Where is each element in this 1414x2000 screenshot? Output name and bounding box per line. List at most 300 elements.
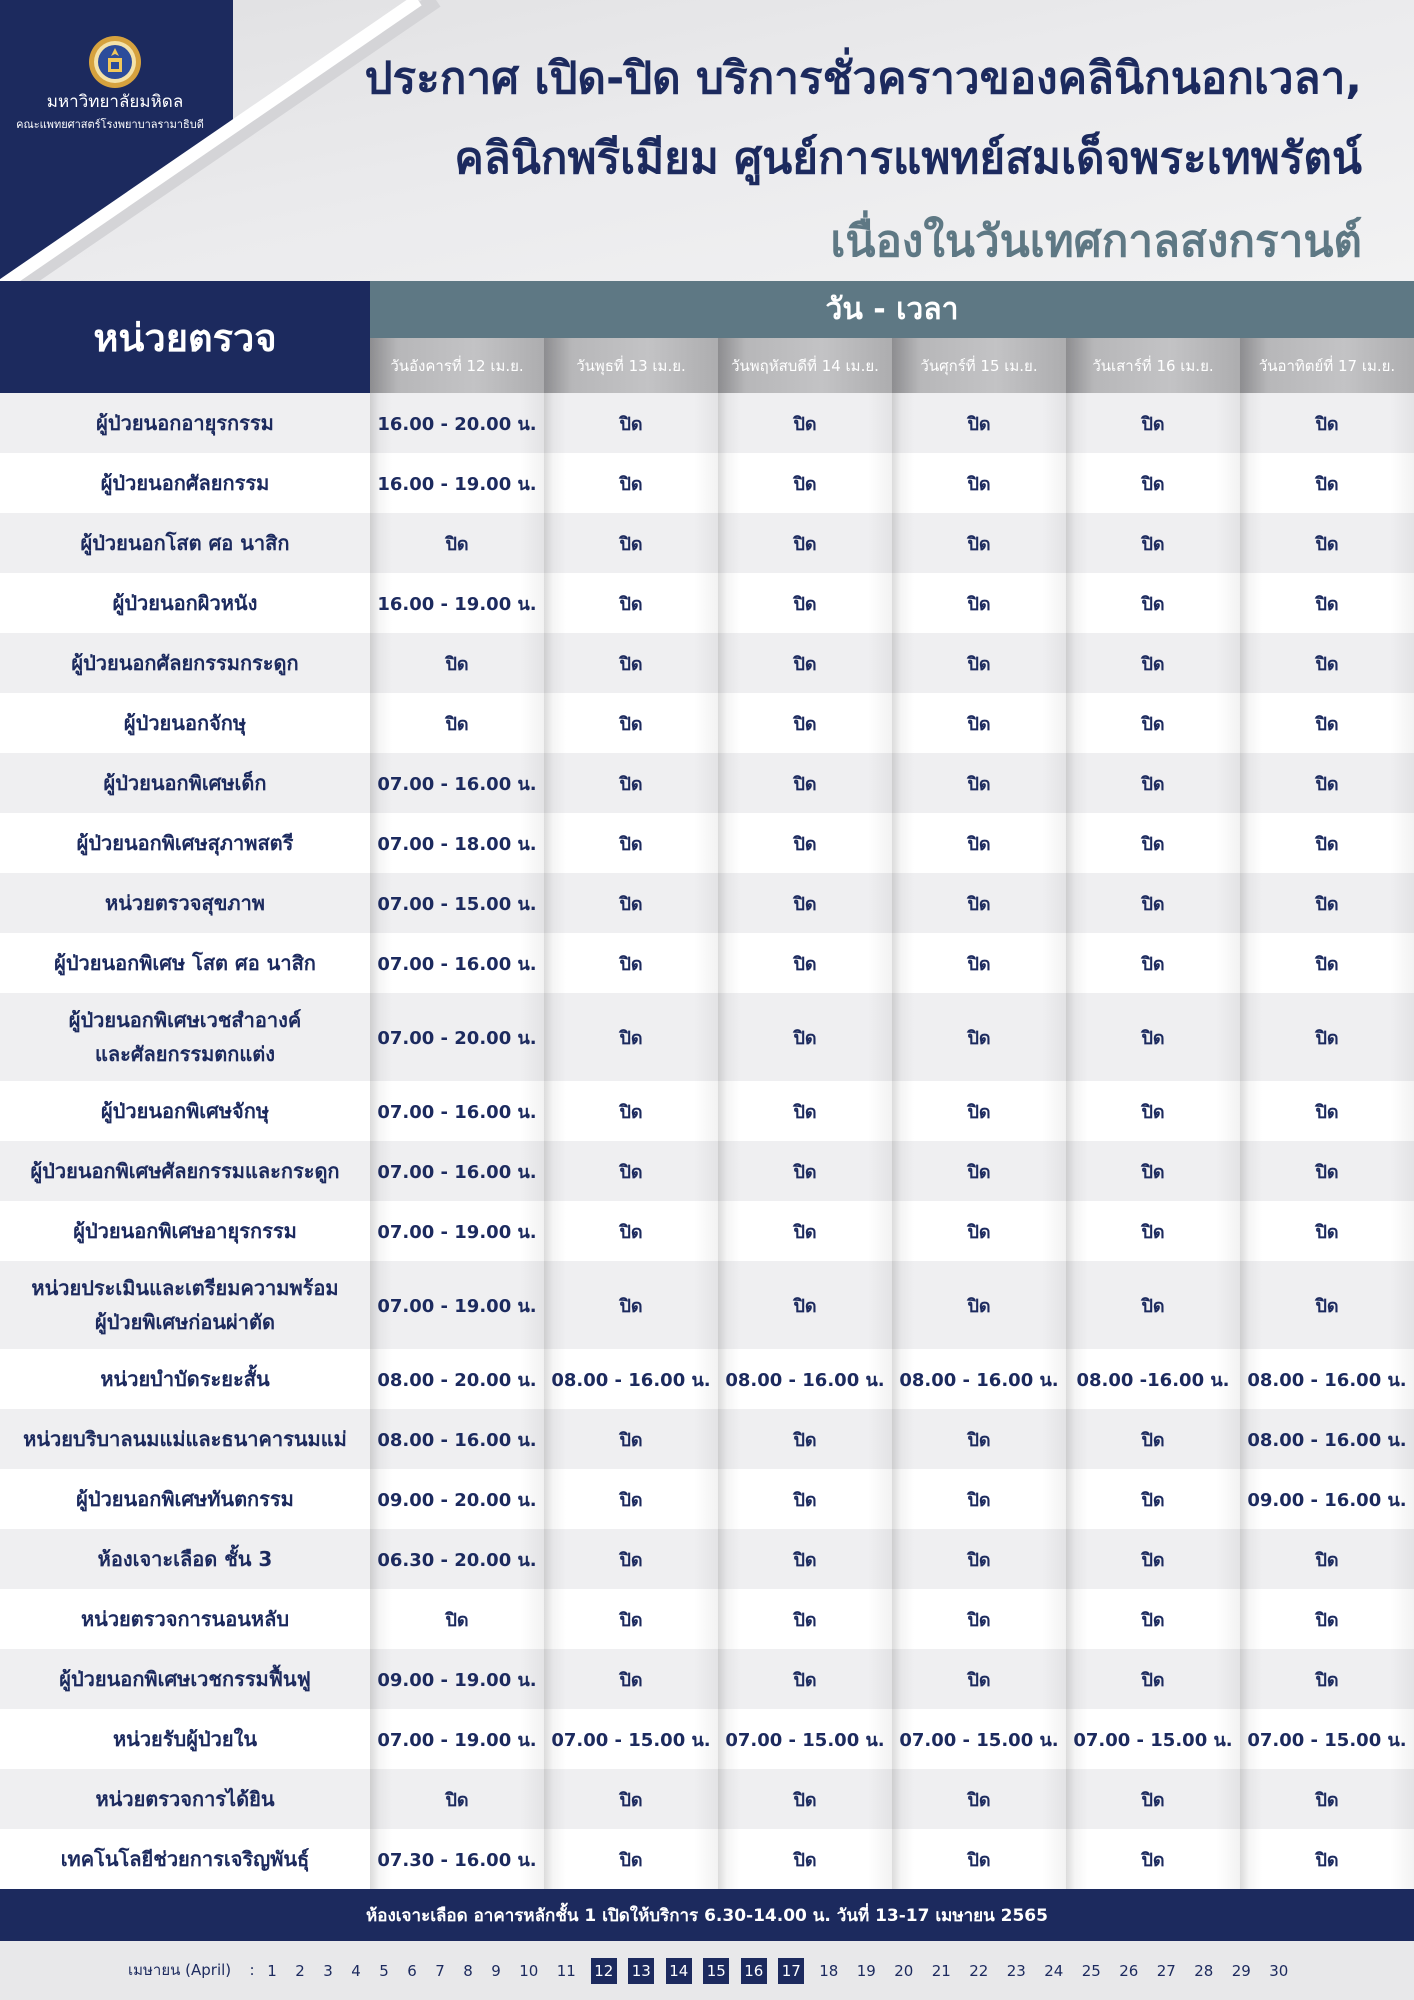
unit-name-text: ผู้ป่วยนอกพิเศษเด็ก <box>103 771 267 795</box>
service-hours-cell: ปิด <box>1066 393 1240 453</box>
service-hours-cell: 07.00 - 19.00 น. <box>370 1261 544 1349</box>
unit-name-text: ผู้ป่วยนอกจักษุ <box>123 711 247 735</box>
calendar-day-number: 20 <box>894 1961 914 1980</box>
unit-name-cell <box>0 993 370 1081</box>
calendar-day-number: 4 <box>351 1961 361 1980</box>
unit-name-text: หน่วยตรวจการนอนหลับ <box>80 1607 290 1631</box>
calendar-day <box>960 1957 998 1985</box>
service-hours-cell: ปิด <box>892 1769 1066 1829</box>
schedule-table-header <box>0 281 1414 393</box>
blood-draw-notice-bar <box>0 1889 1414 1941</box>
blood-draw-notice-text: ห้องเจาะเลือด อาคารหลักชั้น 1 เปิดให้บริการ 6.30-14.00 น. วันที่ 13-17 เมษายน 2565 <box>366 1905 1048 1926</box>
unit-name-text: ผู้ป่วยนอกพิเศษเวชกรรมฟื้นฟู <box>59 1667 311 1691</box>
unit-name-text: ห้องเจาะเลือด ชั้น 3 <box>97 1547 273 1571</box>
calendar-day <box>923 1957 961 1985</box>
calendar-day-number: 15 <box>703 1958 729 1984</box>
service-hours-cell: 07.00 - 15.00 น. <box>544 1709 718 1769</box>
service-hours-cell: ปิด <box>1066 753 1240 813</box>
service-hours-cell: ปิด <box>1240 1829 1414 1889</box>
unit-name-cell <box>0 453 370 513</box>
service-hours-cell: ปิด <box>718 1141 892 1201</box>
service-hours-cell: ปิด <box>892 693 1066 753</box>
calendar-day-number: 8 <box>463 1961 473 1980</box>
calendar-day-number: 14 <box>666 1958 692 1984</box>
schedule-table-body <box>0 393 1414 1889</box>
calendar-day-number: 27 <box>1156 1961 1176 1980</box>
service-hours-cell: ปิด <box>1066 933 1240 993</box>
service-hours-cell: ปิด <box>1240 1529 1414 1589</box>
service-hours-cell: ปิด <box>1066 633 1240 693</box>
calendar-day-number: 11 <box>556 1961 576 1980</box>
service-hours-cell: ปิด <box>718 873 892 933</box>
service-hours-cell: ปิด <box>1240 573 1414 633</box>
date-time-header: วัน - เวลา <box>370 281 1414 338</box>
service-hours-cell: ปิด <box>370 513 544 573</box>
unit-name-text: หน่วยตรวจสุขภาพ <box>105 891 265 915</box>
service-hours-cell: ปิด <box>718 1649 892 1709</box>
service-hours-cell: 07.00 - 15.00 น. <box>892 1709 1066 1769</box>
service-hours-cell: ปิด <box>1240 933 1414 993</box>
calendar-day <box>1035 1957 1073 1985</box>
service-hours-cell: ปิด <box>544 693 718 753</box>
unit-name-text: หน่วยตรวจการได้ยิน <box>95 1787 275 1811</box>
service-hours-cell: ปิด <box>718 1829 892 1889</box>
service-hours-cell: ปิด <box>1066 693 1240 753</box>
service-hours-cell: ปิด <box>544 573 718 633</box>
service-hours-cell: ปิด <box>1066 1409 1240 1469</box>
unit-name-cell <box>0 1201 370 1261</box>
service-hours-cell: ปิด <box>544 1769 718 1829</box>
calendar-day <box>548 1957 586 1985</box>
service-hours-cell: 08.00 -16.00 น. <box>1066 1349 1240 1409</box>
april-calendar-strip <box>0 1941 1414 2000</box>
service-hours-cell: ปิด <box>544 1409 718 1469</box>
service-hours-cell: ปิด <box>1066 1201 1240 1261</box>
unit-name-cell <box>0 393 370 453</box>
table-row <box>0 1409 1414 1469</box>
service-hours-cell: ปิด <box>544 1589 718 1649</box>
table-row <box>0 453 1414 513</box>
service-hours-cell: ปิด <box>544 813 718 873</box>
calendar-day-number: 21 <box>931 1961 951 1980</box>
service-hours-cell: 07.00 - 19.00 น. <box>370 1709 544 1769</box>
table-row <box>0 1529 1414 1589</box>
table-row <box>0 1349 1414 1409</box>
calendar-day <box>810 1957 848 1985</box>
calendar-separator: : <box>249 1961 255 1979</box>
service-hours-cell: 08.00 - 16.00 น. <box>1240 1409 1414 1469</box>
service-hours-cell: ปิด <box>718 513 892 573</box>
service-hours-cell: ปิด <box>892 1529 1066 1589</box>
service-hours-cell: ปิด <box>544 1141 718 1201</box>
service-hours-cell: ปิด <box>1066 1141 1240 1201</box>
service-hours-cell: 07.00 - 15.00 น. <box>370 873 544 933</box>
service-hours-cell: ปิด <box>892 1469 1066 1529</box>
service-hours-cell: 07.30 - 16.00 น. <box>370 1829 544 1889</box>
calendar-day-number: 24 <box>1044 1961 1064 1980</box>
calendar-day-number: 12 <box>591 1958 617 1984</box>
service-hours-cell: ปิด <box>1240 1589 1414 1649</box>
service-hours-cell: ปิด <box>892 573 1066 633</box>
calendar-day <box>258 1957 286 1985</box>
unit-name-cell <box>0 1141 370 1201</box>
table-row <box>0 1589 1414 1649</box>
service-hours-cell: ปิด <box>718 573 892 633</box>
service-hours-cell: ปิด <box>718 1261 892 1349</box>
unit-name-cell <box>0 1709 370 1769</box>
service-hours-cell: ปิด <box>1240 1141 1414 1201</box>
service-hours-cell: ปิด <box>1066 1081 1240 1141</box>
unit-name-cell <box>0 693 370 753</box>
service-hours-cell: ปิด <box>718 813 892 873</box>
unit-name-cell <box>0 633 370 693</box>
unit-name-cell <box>0 1081 370 1141</box>
unit-name-text: ผู้ป่วยนอกผิวหนัง <box>112 591 258 615</box>
calendar-day-number: 23 <box>1006 1961 1026 1980</box>
service-hours-cell: ปิด <box>1240 1081 1414 1141</box>
unit-name-cell <box>0 1829 370 1889</box>
calendar-day-highlighted <box>698 1957 736 1985</box>
calendar-day <box>1110 1957 1148 1985</box>
table-row <box>0 1829 1414 1889</box>
calendar-days <box>258 1941 1298 2000</box>
calendar-day-number: 6 <box>407 1961 417 1980</box>
service-hours-cell: ปิด <box>544 993 718 1081</box>
calendar-day-number: 17 <box>778 1958 804 1984</box>
calendar-day-number: 9 <box>491 1961 501 1980</box>
service-hours-cell: ปิด <box>892 1261 1066 1349</box>
calendar-day-number: 1 <box>267 1961 277 1980</box>
calendar-day-number: 3 <box>323 1961 333 1980</box>
calendar-day <box>1073 1957 1111 1985</box>
service-hours-cell: 09.00 - 16.00 น. <box>1240 1469 1414 1529</box>
service-hours-cell: ปิด <box>1240 753 1414 813</box>
calendar-day-highlighted <box>660 1957 698 1985</box>
service-hours-cell: ปิด <box>1240 1261 1414 1349</box>
service-hours-cell: ปิด <box>718 1469 892 1529</box>
unit-name-text: ผู้ป่วยนอกพิเศษสุภาพสตรี <box>76 831 294 855</box>
unit-name-cell <box>0 1469 370 1529</box>
table-row <box>0 1201 1414 1261</box>
calendar-day <box>482 1957 510 1985</box>
service-hours-cell: 16.00 - 20.00 น. <box>370 393 544 453</box>
calendar-day-number: 22 <box>969 1961 989 1980</box>
unit-name-cell <box>0 1261 370 1349</box>
table-row <box>0 633 1414 693</box>
service-hours-cell: 07.00 - 15.00 น. <box>1240 1709 1414 1769</box>
service-hours-cell: ปิด <box>892 1409 1066 1469</box>
day-column-headers <box>370 338 1414 393</box>
unit-name-text: เทคโนโลยีช่วยการเจริญพันธุ์ <box>60 1847 310 1871</box>
service-hours-cell: ปิด <box>544 1649 718 1709</box>
service-hours-cell: ปิด <box>1066 813 1240 873</box>
service-hours-cell: ปิด <box>718 1201 892 1261</box>
service-hours-cell: ปิด <box>718 453 892 513</box>
unit-name-cell <box>0 1349 370 1409</box>
calendar-day-highlighted <box>735 1957 773 1985</box>
service-hours-cell: ปิด <box>892 453 1066 513</box>
service-hours-cell: ปิด <box>1240 1201 1414 1261</box>
service-hours-cell: ปิด <box>544 633 718 693</box>
service-hours-cell: ปิด <box>544 513 718 573</box>
university-emblem-icon <box>88 35 142 89</box>
service-hours-cell: ปิด <box>544 1469 718 1529</box>
calendar-day-number: 16 <box>741 1958 767 1984</box>
table-row <box>0 873 1414 933</box>
page-header <box>0 0 1414 281</box>
service-hours-cell: ปิด <box>370 1769 544 1829</box>
unit-name-text: ผู้ป่วยนอกพิเศษศัลยกรรมและกระดูก <box>30 1159 340 1183</box>
service-hours-cell: ปิด <box>370 633 544 693</box>
service-hours-cell: ปิด <box>1066 1589 1240 1649</box>
service-hours-cell: 07.00 - 16.00 น. <box>370 1141 544 1201</box>
service-hours-cell: ปิด <box>544 1261 718 1349</box>
service-hours-cell: ปิด <box>1066 513 1240 573</box>
service-hours-cell: 06.30 - 20.00 น. <box>370 1529 544 1589</box>
table-row <box>0 1081 1414 1141</box>
table-row <box>0 813 1414 873</box>
calendar-day <box>342 1957 370 1985</box>
service-hours-cell: 07.00 - 15.00 น. <box>1066 1709 1240 1769</box>
calendar-day-number: 5 <box>379 1961 389 1980</box>
table-row <box>0 1649 1414 1709</box>
service-hours-cell: ปิด <box>892 1141 1066 1201</box>
service-hours-cell: ปิด <box>544 753 718 813</box>
service-hours-cell: ปิด <box>718 693 892 753</box>
day-header-wednesday: วันพุธที่ 13 เม.ย. <box>544 338 718 393</box>
announcement-subtitle: เนื่องในวันเทศกาลสงกรานต์ <box>830 216 1362 267</box>
service-hours-cell: ปิด <box>544 873 718 933</box>
announcement-title-line-1: ประกาศ เปิด-ปิด บริการชั่วคราวของคลินิกนอกเวลา, <box>364 53 1362 104</box>
calendar-day <box>286 1957 314 1985</box>
unit-name-cell <box>0 513 370 573</box>
service-hours-cell: ปิด <box>1066 1469 1240 1529</box>
service-hours-cell: ปิด <box>718 393 892 453</box>
service-hours-cell: ปิด <box>892 1589 1066 1649</box>
service-hours-cell: ปิด <box>718 1529 892 1589</box>
service-hours-cell: 07.00 - 18.00 น. <box>370 813 544 873</box>
service-hours-cell: ปิด <box>1240 513 1414 573</box>
service-hours-cell: 16.00 - 19.00 น. <box>370 573 544 633</box>
logo-university-name: มหาวิทยาลัยมหิดล <box>46 92 184 112</box>
unit-name-cell <box>0 933 370 993</box>
unit-name-text: ผู้ป่วยนอกศัลยกรรม <box>100 471 270 495</box>
service-hours-cell: 07.00 - 20.00 น. <box>370 993 544 1081</box>
service-hours-cell: 09.00 - 19.00 น. <box>370 1649 544 1709</box>
unit-name-text: ผู้ป่วยนอกพิเศษอายุรกรรม <box>73 1219 297 1243</box>
unit-name-text: ผู้ป่วยนอกพิเศษทันตกรรม <box>76 1487 294 1511</box>
calendar-day-number: 13 <box>628 1958 654 1984</box>
calendar-day-highlighted <box>585 1957 623 1985</box>
service-hours-cell: 08.00 - 16.00 น. <box>370 1409 544 1469</box>
service-hours-cell: ปิด <box>1240 813 1414 873</box>
calendar-day <box>510 1957 548 1985</box>
unit-name-text: ผู้ป่วยนอกอายุรกรรม <box>96 411 274 435</box>
service-hours-cell: ปิด <box>1240 693 1414 753</box>
service-hours-cell: ปิด <box>1066 573 1240 633</box>
service-hours-cell: ปิด <box>544 1529 718 1589</box>
service-hours-cell: ปิด <box>1066 993 1240 1081</box>
service-hours-cell: 08.00 - 16.00 น. <box>892 1349 1066 1409</box>
service-hours-cell: ปิด <box>1066 1649 1240 1709</box>
service-hours-cell: ปิด <box>1066 1261 1240 1349</box>
service-hours-cell: ปิด <box>892 1081 1066 1141</box>
calendar-day <box>1148 1957 1186 1985</box>
unit-name-cell <box>0 1769 370 1829</box>
unit-name-text: หน่วยบริบาลนมแม่และธนาคารนมแม่ <box>23 1427 347 1451</box>
calendar-day <box>1260 1957 1298 1985</box>
service-hours-cell: ปิด <box>1240 993 1414 1081</box>
service-hours-cell: ปิด <box>892 393 1066 453</box>
calendar-day <box>314 1957 342 1985</box>
calendar-day-number: 25 <box>1081 1961 1101 1980</box>
service-hours-cell: 08.00 - 16.00 น. <box>1240 1349 1414 1409</box>
table-row <box>0 1769 1414 1829</box>
service-hours-cell: ปิด <box>1240 873 1414 933</box>
service-hours-cell: ปิด <box>892 1201 1066 1261</box>
service-hours-cell: 09.00 - 20.00 น. <box>370 1469 544 1529</box>
table-row <box>0 753 1414 813</box>
service-hours-cell: ปิด <box>1240 633 1414 693</box>
service-hours-cell: ปิด <box>1066 1529 1240 1589</box>
table-row <box>0 993 1414 1081</box>
service-hours-cell: ปิด <box>718 633 892 693</box>
calendar-day-number: 28 <box>1194 1961 1214 1980</box>
service-hours-cell: ปิด <box>892 633 1066 693</box>
unit-name-cell <box>0 1409 370 1469</box>
service-hours-cell: ปิด <box>718 753 892 813</box>
service-hours-cell: 08.00 - 16.00 น. <box>544 1349 718 1409</box>
unit-name-text: ผู้ป่วยนอกศัลยกรรมกระดูก <box>71 651 299 675</box>
calendar-day <box>848 1957 886 1985</box>
table-row <box>0 1709 1414 1769</box>
day-header-thursday: วันพฤหัสบดีที่ 14 เม.ย. <box>718 338 892 393</box>
service-hours-cell: ปิด <box>370 693 544 753</box>
service-hours-cell: ปิด <box>892 813 1066 873</box>
calendar-day-number: 7 <box>435 1961 445 1980</box>
logo-faculty-name: คณะแพทยศาสตร์โรงพยาบาลรามาธิบดี <box>16 118 204 131</box>
table-row <box>0 513 1414 573</box>
unit-name-text: ผู้ป่วยนอกโสต ศอ นาสิก <box>80 531 290 555</box>
service-hours-cell: ปิด <box>718 993 892 1081</box>
table-row <box>0 573 1414 633</box>
day-header-tuesday: วันอังคารที่ 12 เม.ย. <box>370 338 544 393</box>
day-header-friday: วันศุกร์ที่ 15 เม.ย. <box>892 338 1066 393</box>
unit-name-text: และศัลยกรรมตกแต่ง <box>94 1042 276 1066</box>
service-hours-cell: ปิด <box>544 453 718 513</box>
service-hours-cell: ปิด <box>544 393 718 453</box>
calendar-day <box>885 1957 923 1985</box>
calendar-day-number: 29 <box>1231 1961 1251 1980</box>
table-row <box>0 393 1414 453</box>
service-hours-cell: 07.00 - 16.00 น. <box>370 933 544 993</box>
calendar-day-number: 30 <box>1269 1961 1289 1980</box>
unit-name-text: หน่วยรับผู้ป่วยใน <box>112 1727 258 1751</box>
service-hours-cell: ปิด <box>892 933 1066 993</box>
service-hours-cell: ปิด <box>1240 1769 1414 1829</box>
service-hours-cell: ปิด <box>544 1081 718 1141</box>
service-hours-cell: 08.00 - 20.00 น. <box>370 1349 544 1409</box>
service-hours-cell: ปิด <box>544 1201 718 1261</box>
service-hours-cell: ปิด <box>718 1589 892 1649</box>
calendar-day <box>370 1957 398 1985</box>
service-hours-cell: ปิด <box>718 1769 892 1829</box>
table-row <box>0 1141 1414 1201</box>
calendar-day <box>454 1957 482 1985</box>
unit-name-cell <box>0 753 370 813</box>
service-hours-cell: 16.00 - 19.00 น. <box>370 453 544 513</box>
service-hours-cell: ปิด <box>1066 1829 1240 1889</box>
table-row <box>0 1261 1414 1349</box>
announcement-title-line-2: คลินิกพรีเมียม ศูนย์การแพทย์สมเด็จพระเทพรัตน์ <box>454 133 1362 184</box>
service-hours-cell: ปิด <box>1240 1649 1414 1709</box>
service-hours-cell: ปิด <box>892 513 1066 573</box>
unit-column-header: หน่วยตรวจ <box>0 281 370 393</box>
calendar-day <box>426 1957 454 1985</box>
calendar-day-number: 26 <box>1119 1961 1139 1980</box>
service-hours-cell: ปิด <box>718 933 892 993</box>
service-hours-cell: 07.00 - 16.00 น. <box>370 1081 544 1141</box>
calendar-day <box>1223 1957 1261 1985</box>
unit-name-text: ผู้ป่วยนอกพิเศษเวชสำอางค์ <box>68 1008 302 1032</box>
service-hours-cell: 07.00 - 15.00 น. <box>718 1709 892 1769</box>
calendar-day <box>1185 1957 1223 1985</box>
table-row <box>0 693 1414 753</box>
service-hours-cell: ปิด <box>1240 453 1414 513</box>
unit-name-cell <box>0 813 370 873</box>
service-hours-cell: ปิด <box>892 1829 1066 1889</box>
table-row <box>0 1469 1414 1529</box>
service-hours-cell: ปิด <box>544 933 718 993</box>
unit-name-cell <box>0 1589 370 1649</box>
service-hours-cell: 07.00 - 19.00 น. <box>370 1201 544 1261</box>
service-hours-cell: ปิด <box>1066 873 1240 933</box>
calendar-day-number: 18 <box>819 1961 839 1980</box>
unit-name-cell <box>0 873 370 933</box>
unit-name-text: ผู้ป่วยนอกพิเศษ โสต ศอ นาสิก <box>54 951 316 975</box>
service-hours-cell: 07.00 - 16.00 น. <box>370 753 544 813</box>
service-hours-cell: ปิด <box>718 1081 892 1141</box>
calendar-day-highlighted <box>773 1957 811 1985</box>
service-hours-cell: ปิด <box>892 993 1066 1081</box>
service-hours-cell: ปิด <box>892 753 1066 813</box>
service-hours-cell: ปิด <box>892 873 1066 933</box>
unit-name-text: ผู้ป่วยนอกพิเศษจักษุ <box>100 1099 270 1123</box>
day-header-saturday: วันเสาร์ที่ 16 เม.ย. <box>1066 338 1240 393</box>
day-header-sunday: วันอาทิตย์ที่ 17 เม.ย. <box>1240 338 1414 393</box>
unit-name-cell <box>0 1529 370 1589</box>
service-hours-cell: ปิด <box>544 1829 718 1889</box>
unit-name-cell <box>0 1649 370 1709</box>
calendar-day <box>398 1957 426 1985</box>
unit-name-text: หน่วยบำบัดระยะสั้น <box>100 1367 270 1391</box>
service-hours-cell: ปิด <box>1066 1769 1240 1829</box>
unit-name-text: หน่วยประเมินและเตรียมความพร้อม <box>31 1276 339 1300</box>
unit-name-text: ผู้ป่วยพิเศษก่อนผ่าตัด <box>95 1310 275 1334</box>
service-hours-cell: ปิด <box>718 1409 892 1469</box>
calendar-month-label: เมษายน (April) <box>128 1961 232 1979</box>
calendar-day-highlighted <box>623 1957 661 1985</box>
service-hours-cell: 08.00 - 16.00 น. <box>718 1349 892 1409</box>
calendar-day-number: 19 <box>856 1961 876 1980</box>
service-hours-cell: ปิด <box>892 1649 1066 1709</box>
service-hours-cell: ปิด <box>1066 453 1240 513</box>
service-hours-cell: ปิด <box>370 1589 544 1649</box>
calendar-day-number: 10 <box>519 1961 539 1980</box>
table-row <box>0 933 1414 993</box>
calendar-day <box>998 1957 1036 1985</box>
service-hours-cell: ปิด <box>1240 393 1414 453</box>
